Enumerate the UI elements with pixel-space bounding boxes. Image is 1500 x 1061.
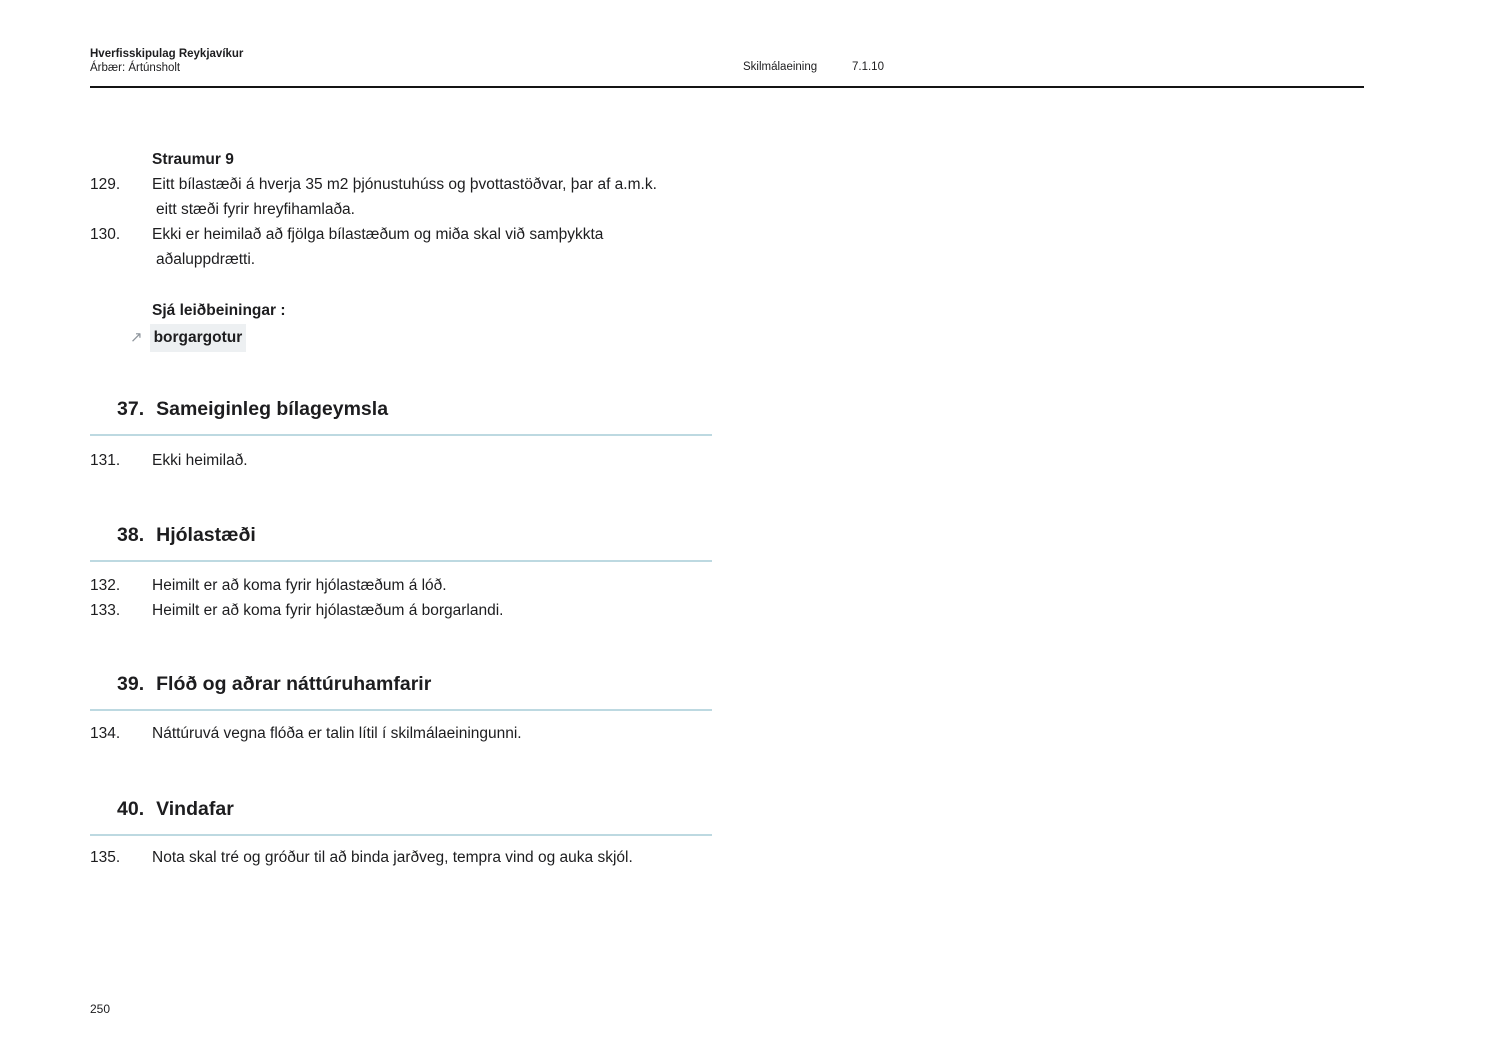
section-title: Flóð og aðrar náttúruhamfarir — [156, 673, 432, 695]
section-heading-40 — [117, 796, 234, 822]
section-divider — [90, 709, 712, 711]
clause-number: 134. — [90, 725, 121, 742]
guidelines-link-row — [90, 324, 770, 352]
section-37-items — [90, 448, 770, 473]
clause-132 — [90, 573, 770, 598]
clause-129-continuation — [90, 197, 770, 222]
clause-text: aðaluppdrætti. — [156, 251, 256, 268]
section-number: 40. — [117, 798, 145, 820]
clause-133 — [90, 598, 770, 623]
guidelines-link-borgargotur[interactable]: borgargotur — [150, 324, 247, 352]
clause-number: 129. — [90, 176, 121, 193]
section-38-items — [90, 573, 770, 623]
clause-text: Ekki heimilað. — [152, 452, 248, 469]
header-unit-number: 7.1.10 — [852, 61, 884, 73]
section-divider — [90, 560, 712, 562]
subsection-title: Straumur 9 — [152, 151, 234, 168]
page-number: 250 — [90, 1002, 111, 1016]
clause-131 — [90, 448, 770, 473]
clause-text: Ekki er heimilað að fjölga bílastæðum og miða skal við samþykkta — [152, 226, 604, 243]
subsection-straumur — [90, 147, 770, 272]
clause-number: 132. — [90, 577, 121, 594]
section-heading-39 — [117, 671, 431, 697]
section-40-items — [90, 845, 770, 870]
section-39-items — [90, 721, 770, 746]
clause-number: 133. — [90, 602, 121, 619]
clause-130 — [90, 222, 770, 247]
external-link-icon: ↗ — [130, 329, 143, 346]
clause-text: Náttúruvá vegna flóða er talin lítil í skilmálaeiningunni. — [152, 725, 522, 742]
section-divider — [90, 434, 712, 436]
clause-number: 130. — [90, 226, 121, 243]
guidelines-block — [90, 298, 770, 352]
clause-number: 131. — [90, 452, 121, 469]
header-rule — [90, 86, 1364, 88]
guidelines-label: Sjá leiðbeiningar : — [152, 302, 286, 319]
clause-number: 135. — [90, 849, 121, 866]
clause-text: Heimilt er að koma fyrir hjólastæðum á borgarlandi. — [152, 602, 504, 619]
section-heading-37 — [117, 396, 388, 422]
section-number: 38. — [117, 524, 145, 546]
clause-text: Nota skal tré og gróður til að binda jarðveg, tempra vind og auka skjól. — [152, 849, 633, 866]
section-divider — [90, 834, 712, 836]
clause-134 — [90, 721, 770, 746]
section-title: Vindafar — [156, 798, 234, 820]
clause-129 — [90, 172, 770, 197]
section-title: Sameiginleg bílageymsla — [156, 398, 389, 420]
clause-135 — [90, 845, 770, 870]
clause-text: Heimilt er að koma fyrir hjólastæðum á lóð. — [152, 577, 447, 594]
clause-130-continuation — [90, 247, 770, 272]
section-heading-38 — [117, 522, 256, 548]
header-org-title: Hverfisskipulag Reykjavíkur — [90, 48, 244, 60]
header-district: Árbær: Ártúnsholt — [90, 62, 181, 74]
section-number: 39. — [117, 673, 145, 695]
clause-text: Eitt bílastæði á hverja 35 m2 þjónustuhúss og þvottastöðvar, þar af a.m.k. — [152, 176, 657, 193]
clause-text: eitt stæði fyrir hreyfihamlaða. — [156, 201, 355, 218]
section-title: Hjólastæði — [156, 524, 256, 546]
section-number: 37. — [117, 398, 145, 420]
header-unit-label: Skilmálaeining — [743, 61, 818, 73]
